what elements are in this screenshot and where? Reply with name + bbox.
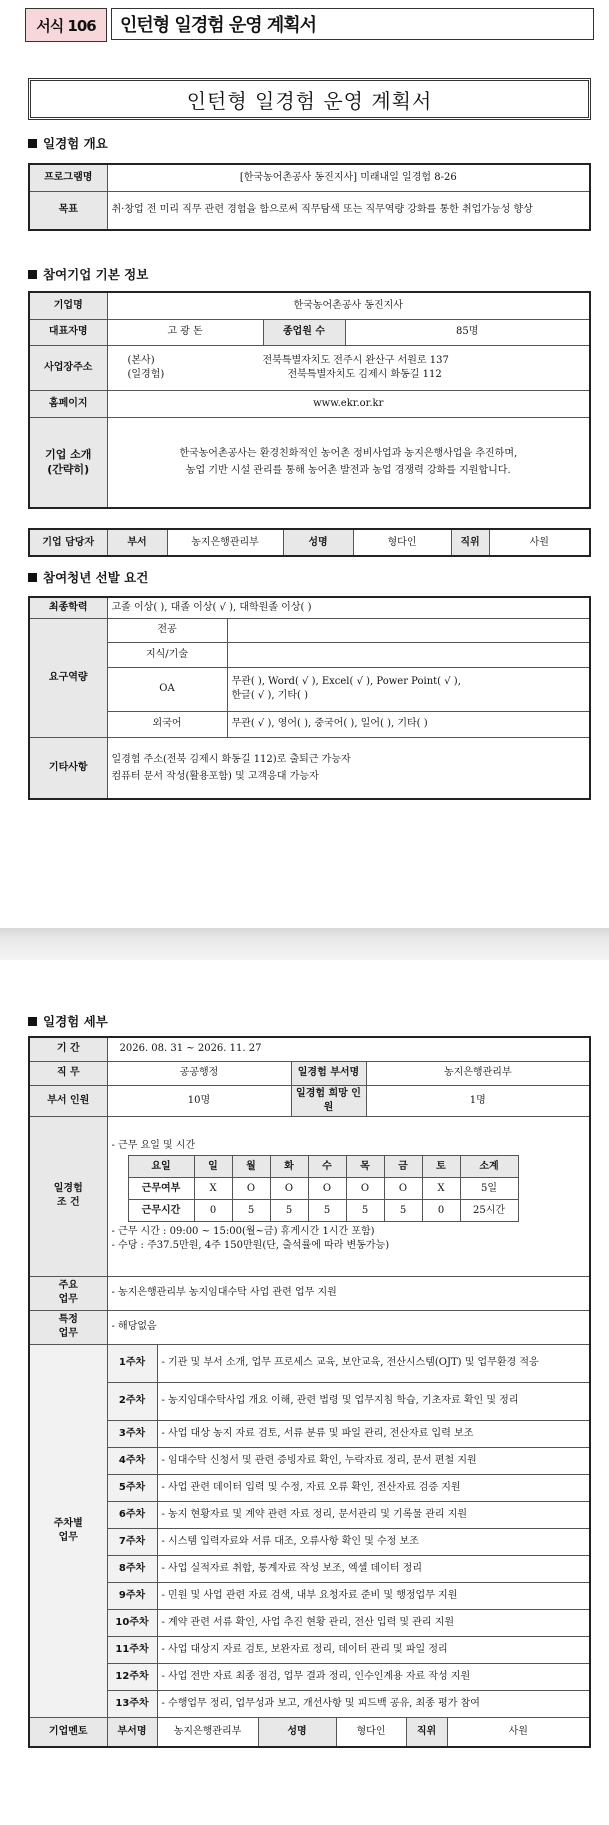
week-row	[29, 1420, 590, 1447]
condition-value: - 근무 요일 및 시간 요일 일 월 화 수 목 금 토 소계 근무여부 X O O O O O X 5일 근무시간 0 5 5 5 5 5 0 25시간 - 근무 시간 : 09:00 ~ 15:00(월~금) 휴게시간 1시간 포함) - 수당 : 주37.5만원, 4주 150만원(단, 출석률에 따라 변동가능)	[107, 1116, 590, 1276]
week-number: 6주차	[107, 1501, 157, 1528]
sched-hours-cell: 5	[308, 1200, 346, 1222]
section-company-heading: 참여기업 기본 정보	[28, 265, 148, 283]
goal-value: 취·창업 전 미리 직무 관련 경험을 함으로써 직무탐색 또는 직무역량 강화를 통한 취업가능성 향상	[107, 191, 590, 230]
week-task: - 시스템 입력자료와 서류 대조, 오류사항 확인 및 수정 보조	[157, 1528, 590, 1555]
week-number: 7주차	[107, 1528, 157, 1555]
mentor-pos-label: 직위	[407, 1718, 448, 1746]
work-schedule-table	[128, 1155, 519, 1222]
week-number: 4주차	[107, 1447, 157, 1474]
sched-head-cell: 월	[232, 1156, 270, 1178]
sched-hours-cell: 0	[422, 1200, 460, 1222]
week-row	[29, 1555, 590, 1582]
oa-label: OA	[107, 667, 227, 711]
dept-value: 농지은행관리부	[366, 1061, 590, 1085]
staff-value: 10명	[107, 1085, 291, 1116]
form-header-title: 인턴형 일경험 운영 계획서	[111, 8, 594, 40]
mentor-name-label: 성명	[258, 1717, 336, 1747]
week-number: 5주차	[107, 1474, 157, 1501]
week-number: 10주차	[107, 1609, 157, 1636]
week-task: - 민원 및 사업 관련 자료 검색, 내부 요청자료 준비 및 행정업무 지원	[157, 1582, 590, 1609]
week-row	[29, 1528, 590, 1555]
sched-work-cell: 근무여부	[128, 1178, 194, 1200]
selection-table	[28, 596, 591, 800]
major-value	[227, 618, 590, 642]
etc-label: 기타사항	[29, 737, 107, 799]
week-task: - 수행업무 정리, 업무성과 보고, 개선사항 및 피드백 공유, 최종 평가 참여	[157, 1690, 590, 1717]
ceo-label: 대표자명	[29, 319, 107, 345]
page-break-gap	[0, 928, 609, 960]
mentor-dept-label: 부서명	[107, 1717, 157, 1747]
company-table	[28, 291, 591, 509]
week-row	[29, 1690, 590, 1717]
week-task: - 농지 현황자료 및 계약 관련 자료 정리, 문서관리 및 기록물 관리 지원	[157, 1501, 590, 1528]
education-label: 최종학력	[29, 597, 107, 618]
job-value: 공공행정	[107, 1061, 291, 1085]
square-bullet-icon	[28, 1017, 37, 1026]
week-task: - 사업 대상지 자료 검토, 보완자료 정리, 데이터 관리 및 파일 정리	[157, 1636, 590, 1663]
contact-name-label: 성명	[283, 529, 353, 556]
week-task: - 사업 관련 데이터 입력 및 수정, 자료 오류 확인, 전산자료 검증 지원	[157, 1474, 590, 1501]
week-row	[29, 1447, 590, 1474]
sched-head-cell: 금	[384, 1156, 422, 1178]
job-label: 직 무	[29, 1061, 107, 1085]
contact-pos-value: 사원	[489, 529, 590, 556]
week-row	[29, 1663, 590, 1690]
sched-head-cell: 수	[308, 1156, 346, 1178]
skill-label: 지식/기술	[107, 642, 227, 667]
section-selection-heading: 참여청년 선발 요건	[28, 568, 148, 586]
goal-label: 목표	[29, 191, 107, 230]
sched-work-cell: X	[422, 1178, 460, 1200]
form-header	[25, 8, 594, 42]
company-name-value: 한국농어촌공사 동진지사	[107, 292, 590, 319]
sched-work-cell: O	[270, 1178, 308, 1200]
form-number-badge: 서식 106	[25, 8, 107, 42]
week-row	[29, 1582, 590, 1609]
contact-pos-label: 직위	[451, 529, 489, 556]
sched-work-cell: 5일	[460, 1178, 518, 1200]
week-number: 9주차	[107, 1582, 157, 1609]
sched-head-cell: 소계	[460, 1156, 518, 1178]
ceo-value: 고 광 돈	[107, 319, 263, 345]
page-2	[0, 960, 609, 1825]
company-name-label: 기업명	[29, 292, 107, 319]
week-task: - 기관 및 부서 소개, 업무 프로세스 교육, 보안교육, 전산시스템(OJT) 및 업무환경 적응	[157, 1344, 590, 1382]
contact-label: 기업 담당자	[29, 529, 107, 556]
week-number: 3주차	[107, 1420, 157, 1447]
sched-hours-cell: 5	[384, 1200, 422, 1222]
week-task: - 사업 전반 자료 최종 점검, 업무 결과 정리, 인수인계용 자료 작성 지원	[157, 1663, 590, 1690]
week-number: 13주차	[107, 1690, 157, 1717]
main-task-label: 주요 업무	[29, 1276, 107, 1310]
program-value: [한국농어촌공사 동진지사] 미래내일 일경험 8-26	[107, 164, 590, 191]
section-detail-heading: 일경험 세부	[28, 1012, 108, 1030]
sched-hours-cell: 0	[194, 1200, 232, 1222]
staff-label: 부서 인원	[29, 1085, 107, 1116]
competency-label: 요구역량	[29, 618, 107, 737]
intro-value: 한국농어촌공사는 환경친화적인 농어촌 정비사업과 농지은행사업을 추진하며, 농업 기반 시설 관리를 통해 농어촌 발전과 농업 경쟁력 강화를 지원합니다.	[107, 417, 590, 508]
period-value: 2026. 08. 31 ~ 2026. 11. 27	[107, 1037, 590, 1061]
week-task: - 계약 관련 서류 확인, 사업 추진 현황 관리, 전산 입력 및 관리 지원	[157, 1609, 590, 1636]
week-number: 12주차	[107, 1663, 157, 1690]
want-value: 1명	[366, 1085, 590, 1116]
week-row	[29, 1474, 590, 1501]
sched-hours-cell: 5	[346, 1200, 384, 1222]
sched-hours-cell: 근무시간	[128, 1200, 194, 1222]
sched-head-cell: 요일	[128, 1156, 194, 1178]
sched-hours-cell: 5	[270, 1200, 308, 1222]
mentor-pos-value: 직위 사원	[406, 1717, 590, 1747]
language-label: 외국어	[107, 711, 227, 737]
contact-dept-label: 부서	[107, 529, 167, 556]
week-row	[29, 1609, 590, 1636]
homepage-value: www.ekr.or.kr	[107, 390, 590, 417]
sched-head-cell: 일	[194, 1156, 232, 1178]
square-bullet-icon	[28, 270, 37, 279]
homepage-label: 홈페이지	[29, 390, 107, 417]
mentor-label: 기업멘토	[29, 1717, 107, 1747]
mentor-dept-value: 농지은행관리부	[157, 1717, 258, 1747]
period-label: 기 간	[29, 1037, 107, 1061]
employees-value: 85명	[345, 319, 590, 345]
overview-table	[28, 163, 591, 231]
week-task: - 농지임대수탁사업 개요 이해, 관련 법령 및 업무지침 학습, 기초자료 확인 및 정리	[157, 1382, 590, 1420]
section-overview-heading: 일경험 개요	[28, 134, 108, 152]
sched-work-cell: O	[346, 1178, 384, 1200]
condition-label: 일경험 조 건	[29, 1116, 107, 1276]
address-value: (본사) 전북특별자치도 전주시 완산구 서원로 137 (일경험) 전북특별자치도 김제시 화동길 112	[107, 345, 590, 390]
week-number: 1주차	[107, 1344, 157, 1382]
week-row	[29, 1382, 590, 1420]
week-task: - 사업 실적자료 취합, 통계자료 작성 보조, 엑셀 데이터 정리	[157, 1555, 590, 1582]
sched-hours-cell: 5	[232, 1200, 270, 1222]
address-label: 사업장주소	[29, 345, 107, 390]
contact-table	[28, 528, 591, 557]
week-row	[29, 1636, 590, 1663]
employees-label: 종업원 수	[263, 319, 345, 345]
etc-value: 일경험 주소(전북 김제시 화동길 112)로 출퇴근 가능자 컴퓨터 문서 작성(활용포함) 및 고객응대 가능자	[107, 737, 590, 799]
week-row	[29, 1344, 590, 1382]
sched-work-cell: O	[232, 1178, 270, 1200]
want-label: 일경험 희망 인원	[291, 1085, 366, 1116]
special-task-label: 특정 업무	[29, 1310, 107, 1344]
detail-table	[28, 1036, 591, 1748]
week-number: 8주차	[107, 1555, 157, 1582]
square-bullet-icon	[28, 573, 37, 582]
week-row	[29, 1501, 590, 1528]
main-task-value: - 농지은행관리부 농지임대수탁 사업 관련 업무 지원	[107, 1276, 590, 1310]
square-bullet-icon	[28, 139, 37, 148]
weekly-task-label: 주차별 업무	[29, 1344, 107, 1717]
skill-value	[227, 642, 590, 667]
document-title: 인턴형 일경험 운영 계획서	[28, 78, 591, 120]
week-task: - 사업 대상 농지 자료 검토, 서류 분류 및 파일 관리, 전산자료 입력 보조	[157, 1420, 590, 1447]
week-task: - 임대수탁 신청서 및 관련 증빙자료 확인, 누락자료 정리, 문서 편철 지원	[157, 1447, 590, 1474]
oa-value: 무관( ), Word( √ ), Excel( √ ), Power Point( √ ), 한글( √ ), 기타( )	[227, 667, 590, 711]
mentor-name-value: 형다인	[336, 1717, 406, 1747]
site-address: 전북특별자치도 김제시 화동길 112	[287, 368, 442, 380]
sched-head-cell: 화	[270, 1156, 308, 1178]
program-label: 프로그램명	[29, 164, 107, 191]
special-task-value: - 해당없음	[107, 1310, 590, 1344]
week-number: 11주차	[107, 1636, 157, 1663]
week-number: 2주차	[107, 1382, 157, 1420]
contact-dept-value: 농지은행관리부	[167, 529, 283, 556]
sched-head-cell: 토	[422, 1156, 460, 1178]
contact-name-value: 형다인	[353, 529, 451, 556]
major-label: 전공	[107, 618, 227, 642]
sched-head-cell: 목	[346, 1156, 384, 1178]
language-value: 무관( √ ), 영어( ), 중국어( ), 일어( ), 기타( )	[227, 711, 590, 737]
education-value: 고졸 이상( ), 대졸 이상( √ ), 대학원졸 이상( )	[107, 597, 590, 618]
hq-address: 전북특별자치도 전주시 완산구 서원로 137	[262, 354, 449, 366]
dept-label: 일경험 부서명	[291, 1061, 366, 1085]
sched-hours-cell: 25시간	[460, 1200, 518, 1222]
sched-work-cell: O	[384, 1178, 422, 1200]
sched-work-cell: X	[194, 1178, 232, 1200]
intro-label: 기업 소개 (간략히)	[29, 417, 107, 508]
sched-work-cell: O	[308, 1178, 346, 1200]
